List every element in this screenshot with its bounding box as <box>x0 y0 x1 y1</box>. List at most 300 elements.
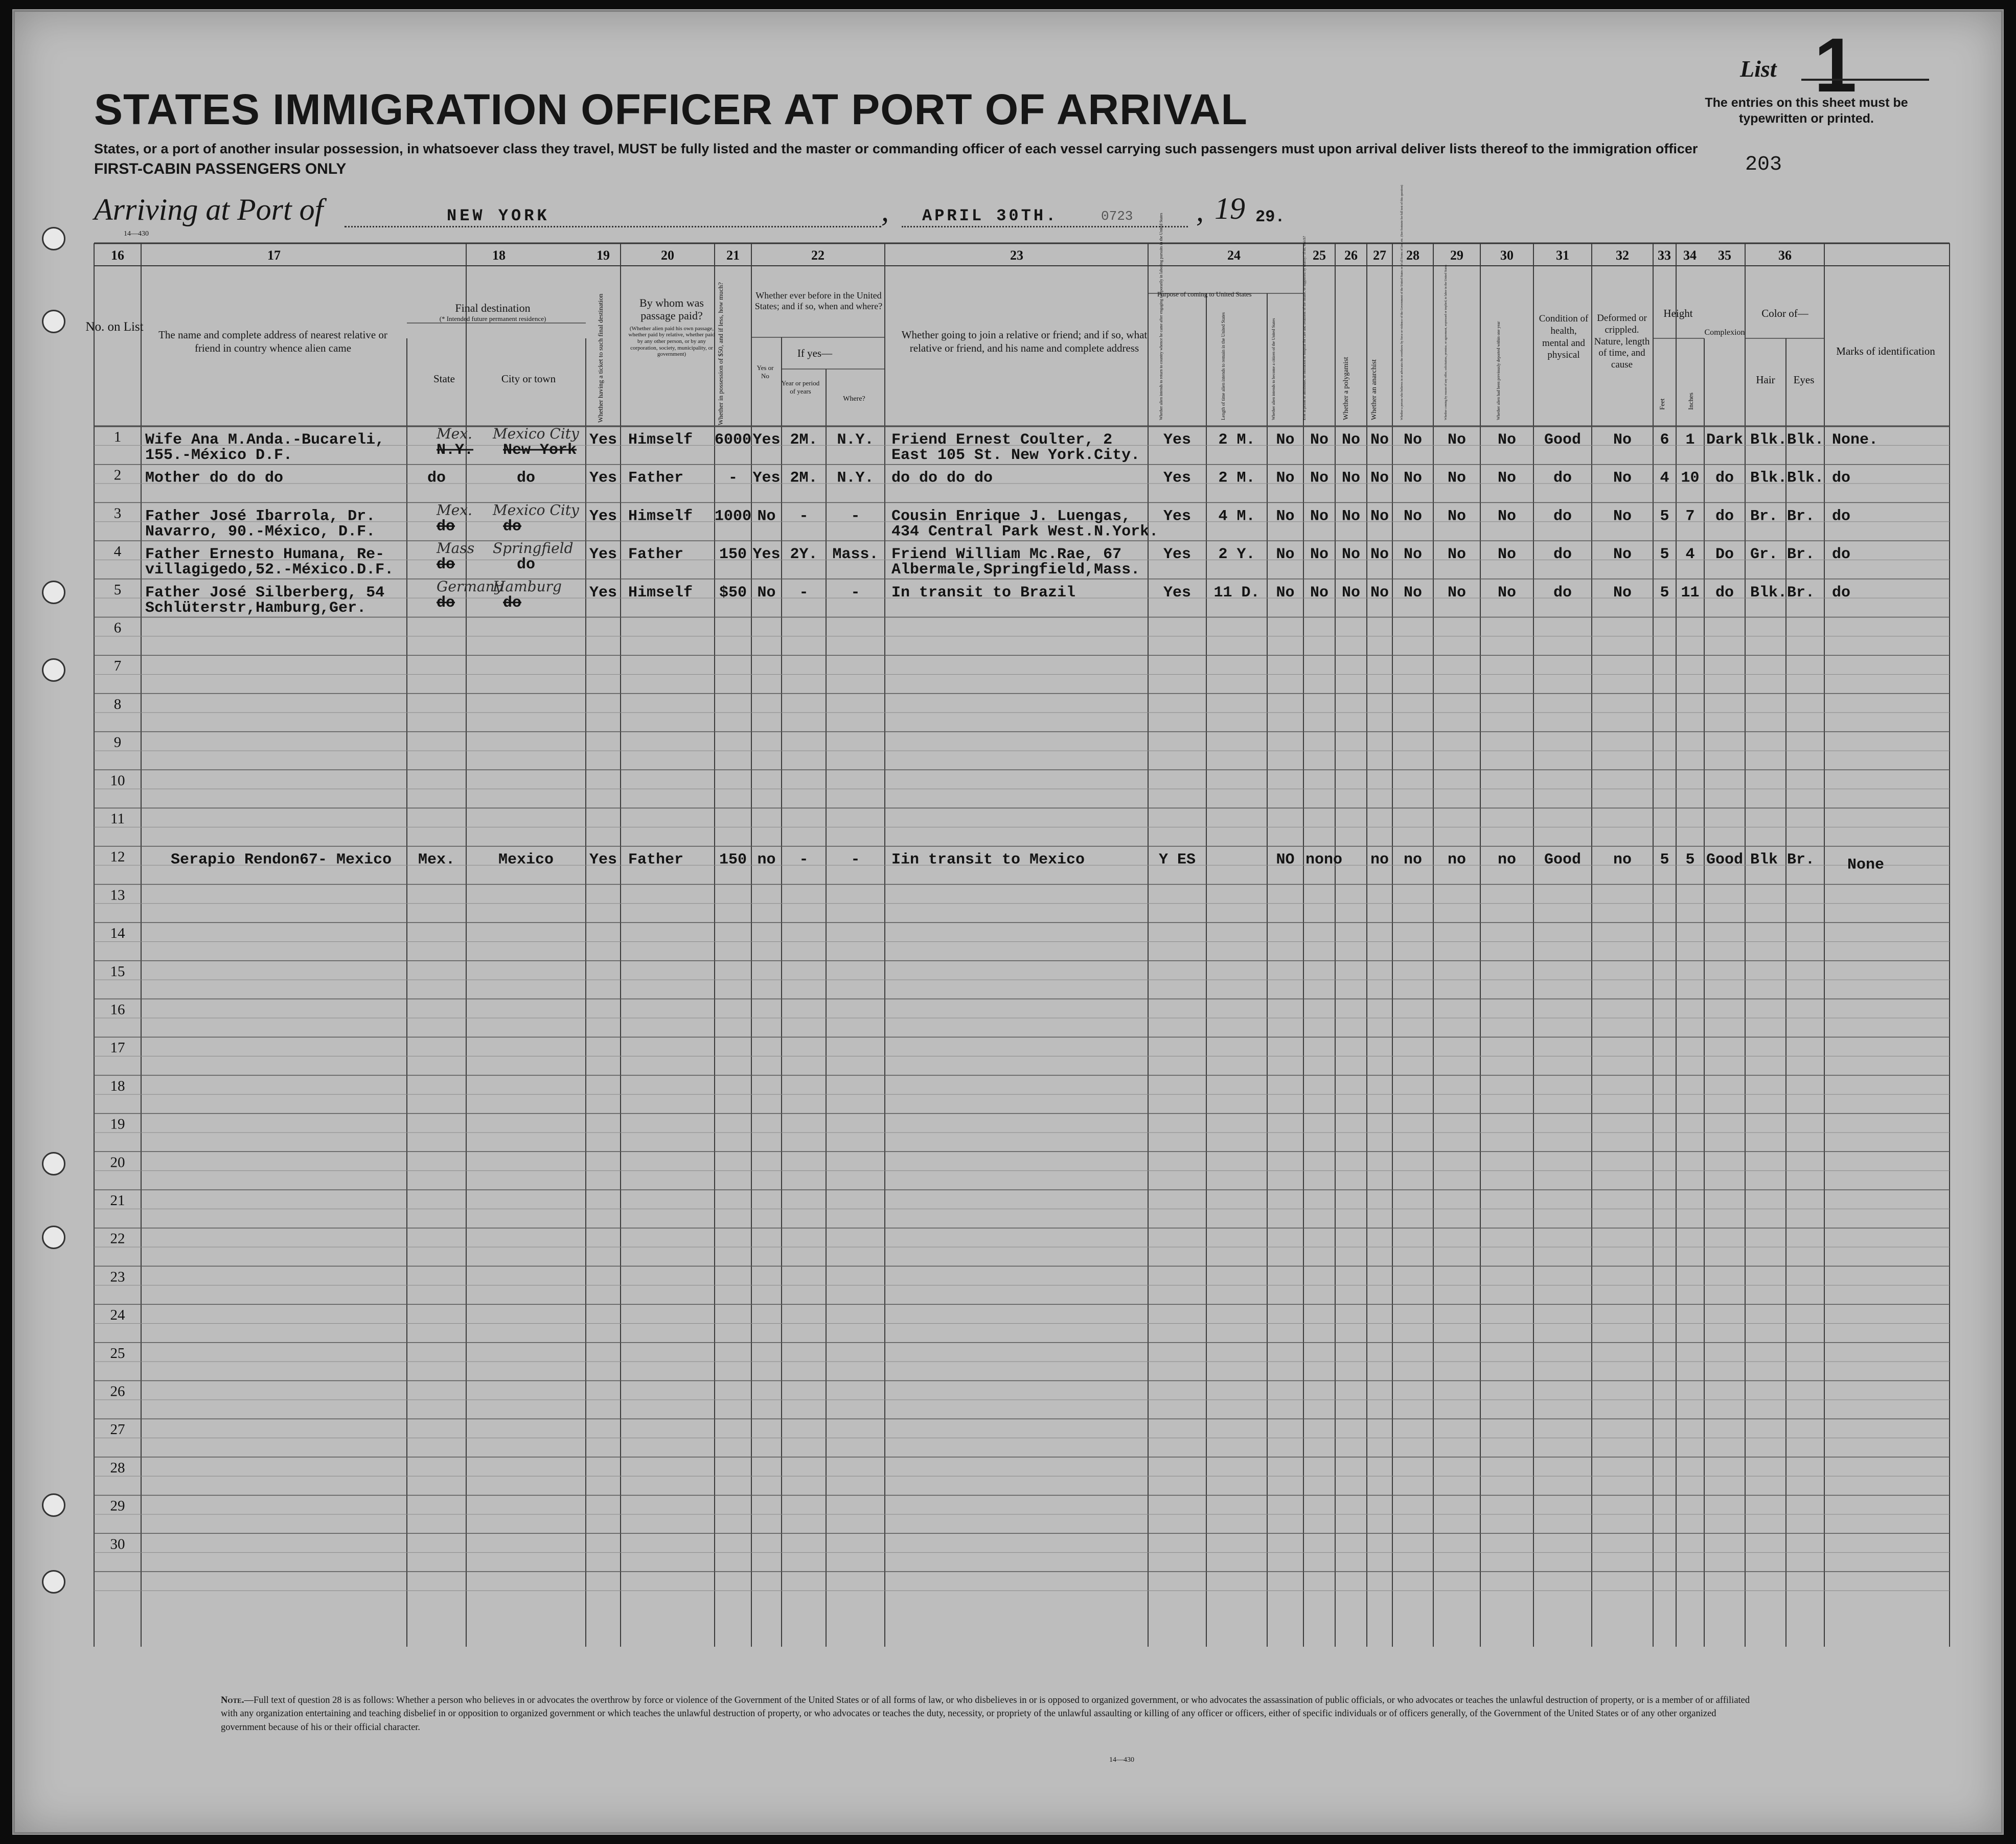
column-number: 31 <box>1556 248 1569 263</box>
entry-purpose-return: Yes <box>1163 431 1192 449</box>
entry-purpose-citizen: No <box>1276 469 1295 487</box>
entry-purpose-citizen: No <box>1276 508 1295 525</box>
ever-before-text: Whether ever before in the United States; and if so, when and where? <box>754 290 883 311</box>
entry-purpose-citizen: No <box>1276 546 1295 564</box>
entry-period: - <box>799 508 809 525</box>
row-number: 3 <box>113 505 122 522</box>
entry-state-handwritten: Mass <box>437 540 475 557</box>
entry12-c25-c26: nono <box>1305 851 1343 869</box>
row-number: 16 <box>110 1001 125 1018</box>
entry-state-handwritten: Mex. <box>437 425 472 442</box>
passenger-entries <box>145 425 1884 874</box>
port-value: NEW YORK <box>447 206 550 225</box>
entry-state-handwritten: Germany <box>437 578 503 595</box>
header-feet: Feet <box>1658 398 1666 410</box>
entry-money: $50 <box>719 584 747 602</box>
entry-join-line2: Albermale,Springfield,Mass. <box>891 561 1140 579</box>
entry-period: 2M. <box>790 469 818 487</box>
row-number: 23 <box>110 1269 125 1285</box>
entry-marks: do <box>1832 546 1851 564</box>
row-number: 20 <box>110 1154 125 1171</box>
row-number: 5 <box>113 581 122 598</box>
entry-feet: 4 <box>1660 469 1669 487</box>
entry-relative-line2: 155.-México D.F. <box>145 447 293 464</box>
entry-complexion: do <box>1715 469 1734 487</box>
entry-c30: No <box>1497 584 1517 602</box>
entry-c26: No <box>1341 508 1361 525</box>
entry12-paid-by: Father <box>628 851 684 869</box>
entry-complexion: do <box>1715 508 1734 525</box>
entry-paid-by: Himself <box>628 584 693 602</box>
entry-purpose-citizen: No <box>1276 584 1295 602</box>
row-number: 19 <box>110 1116 125 1133</box>
entry12-city: Mexico <box>498 851 554 869</box>
row-number: 7 <box>113 658 122 675</box>
binder-hole-icon <box>42 1570 65 1594</box>
entry-purpose-return: Yes <box>1163 546 1192 564</box>
form-code: 14—430 <box>124 230 149 238</box>
entry12-relative: Serapio Rendon67- Mexico <box>171 851 392 869</box>
entry-ticket: Yes <box>589 431 617 449</box>
entry-relative-line2: villagigedo,52.-México.D.F. <box>145 561 394 579</box>
header-if-yes: If yes— <box>797 347 833 359</box>
entry-state: do <box>427 469 446 487</box>
entry-relative-line1: Father José Ibarrola, Dr. <box>145 508 376 525</box>
entry12-c29: no <box>1447 851 1467 869</box>
binder-hole-icon <box>42 581 65 604</box>
manifest-sheet <box>12 9 2004 1835</box>
row-number: 8 <box>113 696 122 712</box>
entry-join-line1: Cousin Enrique J. Luengas, <box>891 508 1131 525</box>
entry-c27: No <box>1370 546 1389 564</box>
entry-before: No <box>757 508 776 525</box>
entry-purpose-return: Yes <box>1163 469 1192 487</box>
entry-join-line2: 434 Central Park West.N.York. <box>891 523 1159 541</box>
entry-c29: No <box>1447 469 1467 487</box>
column-number: 33 <box>1658 248 1671 263</box>
column-number: 22 <box>811 248 824 263</box>
entry12-before: no <box>757 851 776 869</box>
entry-health: do <box>1553 469 1572 487</box>
entry-c26: No <box>1341 584 1361 602</box>
column-number: 25 <box>1313 248 1326 263</box>
header-no-on-list: No. on List <box>85 320 144 334</box>
entry-complexion: Do <box>1715 546 1734 564</box>
header-eyes: Eyes <box>1793 374 1815 386</box>
entry-where: Mass. <box>832 546 879 564</box>
entry-purpose-return: Yes <box>1163 508 1192 525</box>
binder-hole-icon <box>42 1493 65 1517</box>
header-height: Height <box>1663 307 1693 319</box>
entry-feet: 5 <box>1660 546 1669 564</box>
entry-state-struck: do <box>437 518 455 536</box>
port-dotted-line <box>345 226 881 227</box>
final-destination-note: (* Intended future permanent residence) <box>439 315 546 323</box>
header-ever-before <box>751 290 886 331</box>
header-color-of: Color of— <box>1761 307 1808 319</box>
row-number: 6 <box>113 619 122 636</box>
column-number: 30 <box>1500 248 1514 263</box>
entry-marks: do <box>1832 469 1851 487</box>
entry-c27: No <box>1370 584 1389 602</box>
row-number: 9 <box>113 734 122 751</box>
entry-c25: No <box>1310 469 1329 487</box>
row-number: 4 <box>113 543 122 560</box>
binder-hole-icon <box>42 310 65 333</box>
bottom-form-code: 14—430 <box>1109 1756 1134 1764</box>
entry-inches: 11 <box>1681 584 1700 602</box>
entry-marks: do <box>1832 584 1851 602</box>
row-number: 22 <box>110 1230 125 1247</box>
entry-city-handwritten: Mexico City <box>493 425 579 442</box>
header-c28: Whether a person who believes in or advocates the overthrow by force or violence of the Government of the United States or of all forms of law, etc. (See footnote for full text of this question) <box>1401 185 1404 420</box>
header-money: Whether in possession of $50, and if less, how much? <box>717 282 724 425</box>
column-number: 16 <box>111 248 124 263</box>
row-number: 24 <box>110 1307 125 1324</box>
entry-join-line2: East 105 St. New York.City. <box>891 447 1140 464</box>
entry-health: do <box>1553 508 1572 525</box>
entry-c26: No <box>1341 431 1361 449</box>
row-number: 21 <box>110 1192 125 1209</box>
entry-state-struck: do <box>437 556 455 574</box>
header-purpose: Purpose of coming to United States <box>1157 290 1252 298</box>
column-number: 17 <box>267 248 281 263</box>
row-numbers <box>110 429 126 1552</box>
entry-c25: No <box>1310 431 1329 449</box>
entry-deformed: No <box>1613 546 1632 564</box>
header-state: State <box>433 373 455 385</box>
entry-join-line1: do do do do <box>891 469 993 487</box>
header-passage <box>626 296 718 419</box>
entry12-purpose-return: Y ES <box>1158 851 1196 869</box>
entry-c30: No <box>1497 508 1517 525</box>
entry-paid-by: Himself <box>628 431 693 449</box>
entry-purpose-return: Yes <box>1163 584 1192 602</box>
column-number: 20 <box>661 248 674 263</box>
entry-money: 1000 <box>714 508 752 525</box>
footnote-text: —Full text of question 28 is as follows: Whether a person who believes in or advocates the overthrow by force or violence of the Government of the United States or of all forms of law, or who disbelieves in or is opposed to organized government, or who advocates the assassination of public officials, or who advocates or teaches the unlawful destruction of property, or is a member of or affiliated with any organization entertaining and teaching disbelief in or opposition to organized government or which teaches the unlawful destruction of property, or who advocates or teaches the duty, necessity, or propriety of the unlawful assaulting or killing of any officer or officers, either of specific individuals or of officers generally, of the Government of the United States or of any other organized government because of his or their official character. <box>221 1695 1750 1733</box>
entry-c29: No <box>1447 546 1467 564</box>
entry-purpose-length: 11 D. <box>1213 584 1260 602</box>
header-ticket: Whether having a ticket to such final destination <box>597 293 604 423</box>
entry-city-handwritten: Hamburg <box>493 578 562 595</box>
column-number: 36 <box>1778 248 1792 263</box>
entry-paid-by: Father <box>628 469 684 487</box>
entry-city-handwritten: Mexico City <box>493 501 579 519</box>
entry-paid-by: Father <box>628 546 684 564</box>
entry12-c30: no <box>1497 851 1517 869</box>
entry-ticket: Yes <box>589 546 617 564</box>
entry-where: N.Y. <box>837 469 874 487</box>
entry-state-handwritten: Mex. <box>437 501 472 519</box>
entry-c25: No <box>1310 508 1329 525</box>
entry-purpose-length: 2 Y. <box>1218 546 1255 564</box>
year-prefix: 19 <box>1215 192 1245 225</box>
entry12-period: - <box>799 851 809 869</box>
deformed-text: Deformed or crippled. Nature, length of time, and cause <box>1594 313 1650 371</box>
instruction-text: States, or a port of another insular possession, in whatsoever class they travel, MUST be fully listed and the master or commanding officer of each vessel carrying such passengers must upon arrival deliver lists thereof to the immigration officer <box>94 141 1698 156</box>
passage-note: (Whether alien paid his own passage, whether paid by relative, whether paid by any other person, or by any corporation, society, municipality, or government) <box>628 325 715 358</box>
header-purpose-b: Length of time alien intends to remain in the United States <box>1221 312 1226 420</box>
page-number: 203 <box>1745 153 1782 176</box>
entry12-state: Mex. <box>418 851 455 869</box>
entry-inches: 7 <box>1685 508 1695 525</box>
row-number: 18 <box>110 1077 125 1094</box>
entry-ticket: Yes <box>589 469 617 487</box>
entry-feet: 5 <box>1660 584 1669 602</box>
entry-relative-line1: Wife Ana M.Anda.-Bucareli, <box>145 431 385 449</box>
page-title: STATES IMMIGRATION OFFICER AT PORT OF ARRIVAL <box>94 85 1248 133</box>
row-number: 13 <box>110 887 125 904</box>
entry-state-struck: do <box>437 594 455 612</box>
arriving-label: Arriving at Port of <box>94 193 324 226</box>
entry-hair-eyes: Blk.Blk. <box>1750 469 1824 487</box>
row-number: 17 <box>110 1040 125 1056</box>
entry-c29: No <box>1447 508 1467 525</box>
header-c29: Whether coming by reason of any offer, solicitation, promise, or agreement, expressed or implied, to labor in the United States <box>1445 265 1448 420</box>
entry-deformed: No <box>1613 431 1632 449</box>
column-number: 29 <box>1450 248 1463 263</box>
entry-inches: 10 <box>1681 469 1700 487</box>
entry-health: do <box>1553 584 1572 602</box>
column-number: 32 <box>1616 248 1629 263</box>
entry-city-struck: do <box>503 594 522 612</box>
row-number: 2 <box>113 467 122 483</box>
list-label: List <box>1740 56 1777 82</box>
column-number: 21 <box>726 248 740 263</box>
row-number: 28 <box>110 1459 125 1476</box>
entry-where: - <box>851 584 860 602</box>
entry-paid-by: Himself <box>628 508 693 525</box>
binder-hole-icon <box>42 658 65 682</box>
cabin-class-label: FIRST-CABIN PASSENGERS ONLY <box>94 160 347 177</box>
entry-before: No <box>757 584 776 602</box>
entry12-ticket: Yes <box>589 851 617 869</box>
column-number: 24 <box>1227 248 1241 263</box>
header-purpose-a: Whether alien intends to return to country whence he came after engaging temporarily in laboring pursuits in the United States <box>1159 213 1163 420</box>
entry-ticket: Yes <box>589 508 617 525</box>
entry-c30: No <box>1497 431 1517 449</box>
column-number: 35 <box>1718 248 1731 263</box>
footnote <box>221 1694 1759 1734</box>
entry-city: do <box>516 469 536 487</box>
entry-hair-eyes: Br. Br. <box>1750 508 1815 525</box>
entry12-purpose-citizen: NO <box>1276 851 1295 869</box>
row-number: 12 <box>110 848 125 865</box>
header-year-period <box>780 379 821 420</box>
entry-state-struck: N.Y. <box>437 442 474 459</box>
entry-money: 150 <box>719 546 747 564</box>
entry-c29: No <box>1447 431 1467 449</box>
entry-c28: No <box>1403 508 1423 525</box>
condition-text: Condition of health, mental and physical <box>1539 313 1589 361</box>
entry-c30: No <box>1497 546 1517 564</box>
entry-relative-line1: Mother do do do <box>145 469 284 487</box>
binder-hole-icon <box>42 227 65 250</box>
row-number: 10 <box>110 772 125 789</box>
list-underline <box>1801 79 1929 81</box>
entry-hair-eyes: Blk.Blk. <box>1750 431 1824 449</box>
entry-health: do <box>1553 546 1572 564</box>
entry-c27: No <box>1370 469 1389 487</box>
entry-relative-line1: Father Ernesto Humana, Re- <box>145 546 385 564</box>
entry-c28: No <box>1403 469 1423 487</box>
entry-join-line1: Friend Ernest Coulter, 2 <box>891 431 1113 449</box>
row-number: 14 <box>110 925 125 942</box>
entry-feet: 6 <box>1660 431 1669 449</box>
entry-c26: No <box>1341 469 1361 487</box>
column-number: 26 <box>1344 248 1358 263</box>
entry-c30: No <box>1497 469 1517 487</box>
entry-inches: 4 <box>1685 546 1695 564</box>
row-number: 30 <box>110 1536 125 1553</box>
row-number: 15 <box>110 963 125 980</box>
entry-marks: None. <box>1832 431 1878 449</box>
entry12-money: 150 <box>719 851 747 869</box>
entry-period: - <box>799 584 809 602</box>
passage-title: By whom was passage paid? <box>639 296 704 322</box>
faint-stamp: 0723 <box>1101 209 1133 224</box>
entry-deformed: No <box>1613 584 1632 602</box>
entry-city-handwritten: Springfield <box>493 540 574 557</box>
entry12-where: - <box>851 851 860 869</box>
entry-before: Yes <box>752 431 781 449</box>
entry-complexion: do <box>1715 584 1734 602</box>
entry-deformed: No <box>1613 508 1632 525</box>
header-final-destination <box>406 302 580 342</box>
entries-note: The entries on this sheet must be typewritten or printed. <box>1705 96 1908 126</box>
entry-join-line1: In transit to Brazil <box>891 584 1076 602</box>
entry12-join: Iin transit to Mexico <box>891 851 1085 869</box>
row-number: 27 <box>110 1421 125 1438</box>
header-deformed <box>1594 313 1650 384</box>
entry-purpose-citizen: No <box>1276 431 1295 449</box>
separator: , <box>881 194 889 227</box>
column-number: 19 <box>597 248 610 263</box>
entry12-marks: None <box>1847 856 1885 874</box>
entry-where: - <box>851 508 860 525</box>
header-hair: Hair <box>1756 374 1775 386</box>
entry-c25: No <box>1310 546 1329 564</box>
entry-before: Yes <box>752 469 781 487</box>
entry-hair-eyes: Gr. Br. <box>1750 546 1815 564</box>
header-c27: Whether an anarchist <box>1370 359 1378 420</box>
entry12-feet: 5 <box>1660 851 1669 869</box>
footnote-label: Note. <box>221 1695 244 1705</box>
entry12-c28: no <box>1403 851 1423 869</box>
entry-deformed: No <box>1613 469 1632 487</box>
column-number: 23 <box>1010 248 1023 263</box>
header-inches: Inches <box>1687 393 1694 410</box>
entry-period: 2Y. <box>790 546 818 564</box>
row-number: 29 <box>110 1497 125 1514</box>
entry12-deformed: no <box>1613 851 1632 869</box>
row-number: 1 <box>113 429 122 445</box>
entry-feet: 5 <box>1660 508 1669 525</box>
entry-c27: No <box>1370 508 1389 525</box>
entry-purpose-length: 2 M. <box>1218 431 1255 449</box>
header-city: City or town <box>501 373 556 385</box>
entry-ticket: Yes <box>589 584 617 602</box>
column-number: 28 <box>1406 248 1419 263</box>
entry-c28: No <box>1403 546 1423 564</box>
row-number: 11 <box>110 811 125 827</box>
entry12-hair-eyes: Blk Br. <box>1750 851 1815 869</box>
header-complexion <box>1702 328 1748 369</box>
entry-before: Yes <box>752 546 781 564</box>
entry-relative-line2: Schlüterstr,Hamburg,Ger. <box>145 599 366 617</box>
entry-inches: 1 <box>1685 431 1695 449</box>
column-number: 27 <box>1373 248 1386 263</box>
header-c25: Ever in prison or almshouse, or institution or hospital for care and treatment of the insane, or supported by charity? If so, which? <box>1302 236 1307 420</box>
entry-health: Good <box>1544 431 1582 449</box>
year-period-text: Year or period of years <box>781 379 820 395</box>
column-numbers <box>111 248 1792 263</box>
header-condition <box>1537 313 1591 384</box>
separator: , <box>1196 194 1204 227</box>
header-purpose-c: Whether alien intends to become a citizen of the United States <box>1271 318 1276 420</box>
row-number: 26 <box>110 1383 125 1400</box>
final-destination-title: Final destination <box>455 302 531 314</box>
entry-city-struck: do <box>503 518 522 536</box>
complexion-text: Complexion <box>1704 328 1745 337</box>
entry-money: 6000 <box>714 431 752 449</box>
date-value: APRIL 30TH. <box>922 206 1059 225</box>
entry-money: - <box>728 469 738 487</box>
yes-no-text: Yes or No <box>757 364 774 380</box>
header-c26: Whether a polygamist <box>1342 357 1350 420</box>
row-number: 25 <box>110 1345 125 1362</box>
entry-city: do <box>516 556 536 574</box>
header-join <box>891 328 1157 389</box>
column-number: 18 <box>492 248 506 263</box>
entry-marks: do <box>1832 508 1851 525</box>
entry-period: 2M. <box>790 431 818 449</box>
entry-c28: No <box>1403 431 1423 449</box>
entry-where: N.Y. <box>837 431 874 449</box>
entry-purpose-length: 2 M. <box>1218 469 1255 487</box>
entry-join-line1: Friend William Mc.Rae, 67 <box>891 546 1122 564</box>
entry-c27: No <box>1370 431 1389 449</box>
header-c30: Whether alien had been previously deported within one year <box>1496 321 1501 420</box>
entry-c28: No <box>1403 584 1423 602</box>
entry-c29: No <box>1447 584 1467 602</box>
entry12-health: Good <box>1544 851 1582 869</box>
header-relative-text: The name and complete address of nearest relative or friend in country whence alien came <box>158 329 387 355</box>
entry-complexion: Dark <box>1706 431 1744 449</box>
header-where: Where? <box>843 395 865 403</box>
header-marks: Marks of identification <box>1836 345 1935 357</box>
binder-hole-icon <box>42 1152 65 1175</box>
entry-relative-line2: Navarro, 90.-México, D.F. <box>145 523 376 541</box>
entry12-inches: 5 <box>1685 851 1695 869</box>
entry-purpose-length: 4 M. <box>1218 508 1255 525</box>
entry-hair-eyes: Blk.Br. <box>1750 584 1815 602</box>
entry12-complexion: Good <box>1706 851 1744 869</box>
entry-c26: No <box>1341 546 1361 564</box>
binder-hole-icon <box>42 1226 65 1249</box>
entry-relative-line1: Father José Silberberg, 54 <box>145 584 385 602</box>
join-text: Whether going to join a relative or friend; and if so, what relative or friend, and his name and complete address <box>901 329 1148 355</box>
column-number: 34 <box>1683 248 1697 263</box>
entry-city-struck: New York <box>503 442 577 459</box>
date-dotted-line <box>902 226 1188 227</box>
entry12-c27: no <box>1370 851 1389 869</box>
header-relative <box>145 328 401 389</box>
list-number: 1 <box>1814 22 1857 108</box>
header-yes-no <box>752 364 778 405</box>
year-suffix: 29. <box>1255 208 1285 226</box>
